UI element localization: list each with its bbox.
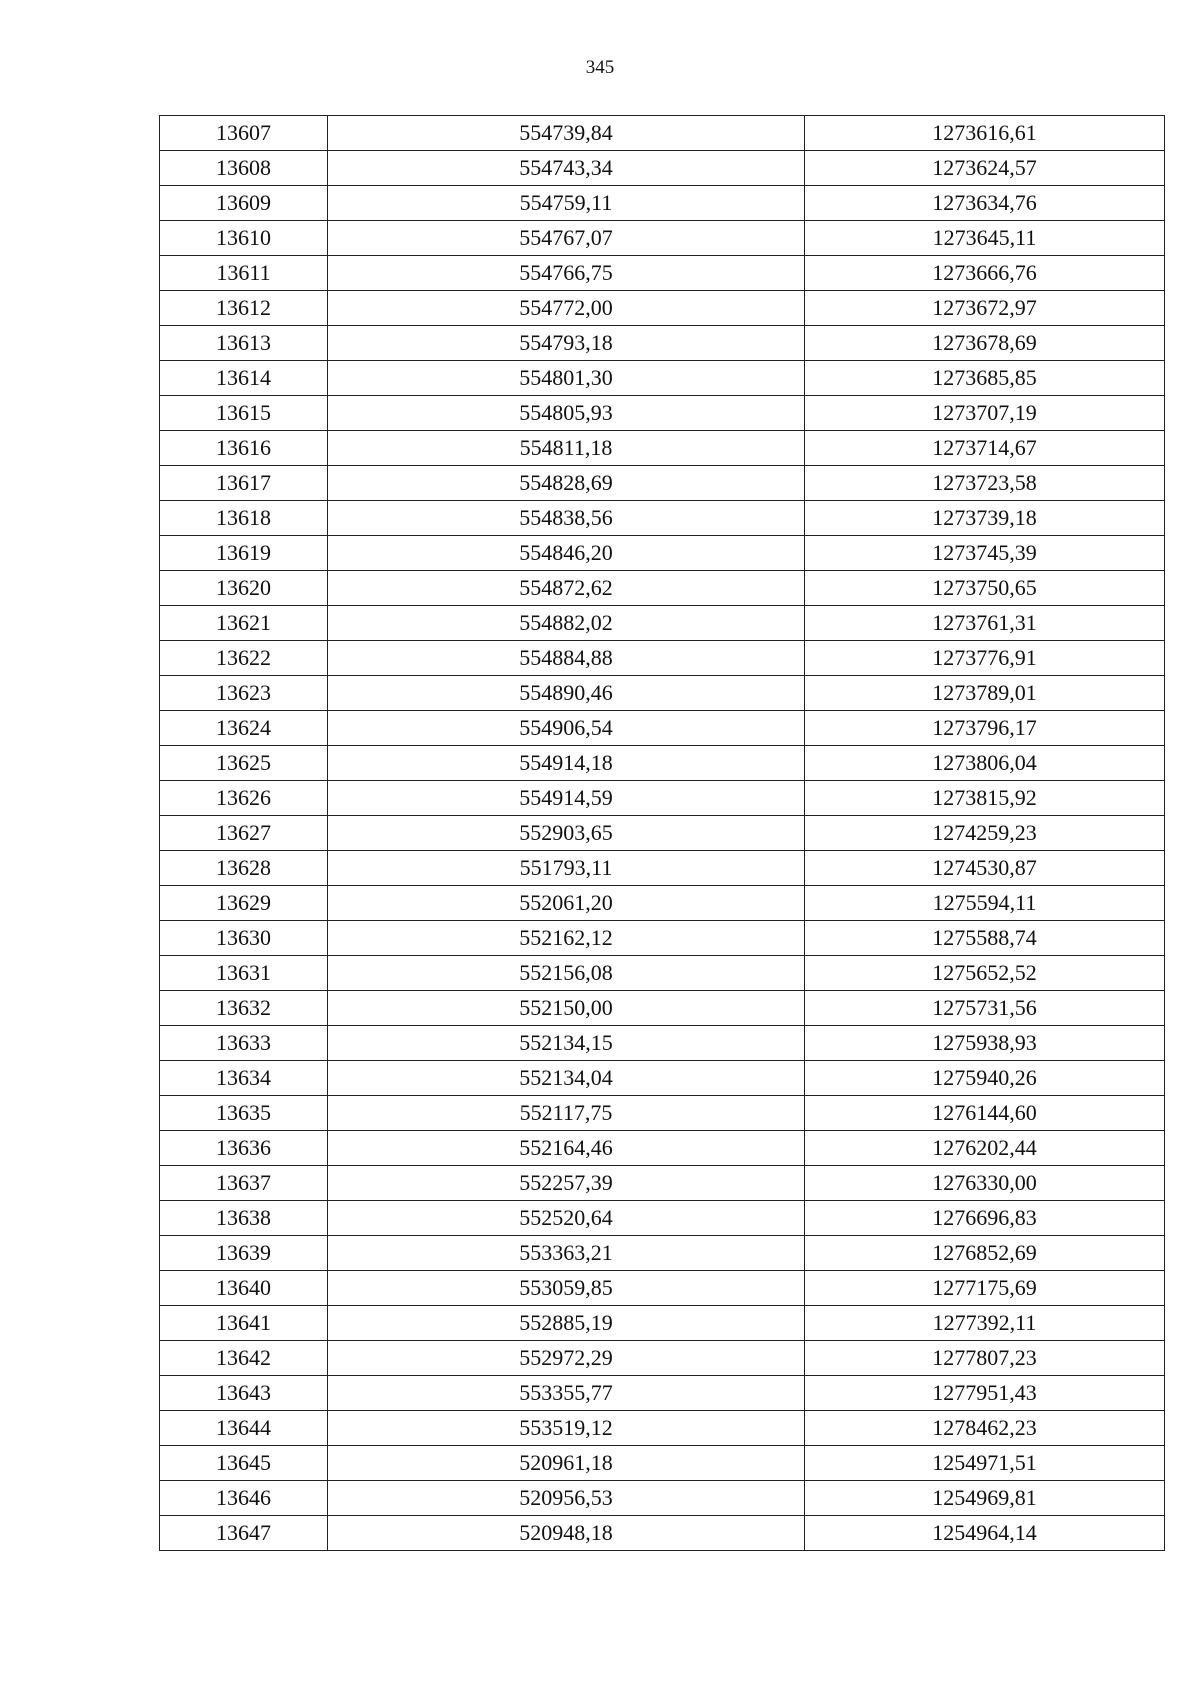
x-coordinate-cell: 554811,18	[328, 431, 805, 466]
x-coordinate-cell: 552972,29	[328, 1341, 805, 1376]
y-coordinate-cell: 1273685,85	[805, 361, 1165, 396]
table-row	[160, 746, 1165, 781]
table-row	[160, 1166, 1165, 1201]
x-coordinate-cell: 554772,00	[328, 291, 805, 326]
table-row	[160, 1131, 1165, 1166]
y-coordinate-cell: 1275594,11	[805, 886, 1165, 921]
table-row	[160, 851, 1165, 886]
table-row	[160, 1411, 1165, 1446]
point-number-cell: 13621	[160, 606, 328, 641]
y-coordinate-cell: 1273666,76	[805, 256, 1165, 291]
table-row	[160, 466, 1165, 501]
x-coordinate-cell: 520961,18	[328, 1446, 805, 1481]
table-row	[160, 711, 1165, 746]
point-number-cell: 13613	[160, 326, 328, 361]
table-row	[160, 1061, 1165, 1096]
table-row	[160, 641, 1165, 676]
y-coordinate-cell: 1275731,56	[805, 991, 1165, 1026]
x-coordinate-cell: 554766,75	[328, 256, 805, 291]
y-coordinate-cell: 1273714,67	[805, 431, 1165, 466]
y-coordinate-cell: 1276202,44	[805, 1131, 1165, 1166]
y-coordinate-cell: 1273645,11	[805, 221, 1165, 256]
x-coordinate-cell: 552150,00	[328, 991, 805, 1026]
point-number-cell: 13636	[160, 1131, 328, 1166]
y-coordinate-cell: 1274530,87	[805, 851, 1165, 886]
point-number-cell: 13610	[160, 221, 328, 256]
y-coordinate-cell: 1273815,92	[805, 781, 1165, 816]
x-coordinate-cell: 554906,54	[328, 711, 805, 746]
table-row	[160, 1201, 1165, 1236]
coordinates-table	[159, 115, 1165, 1551]
y-coordinate-cell: 1273616,61	[805, 116, 1165, 151]
point-number-cell: 13617	[160, 466, 328, 501]
point-number-cell: 13640	[160, 1271, 328, 1306]
point-number-cell: 13647	[160, 1516, 328, 1551]
y-coordinate-cell: 1276330,00	[805, 1166, 1165, 1201]
table-row	[160, 1376, 1165, 1411]
x-coordinate-cell: 554743,34	[328, 151, 805, 186]
y-coordinate-cell: 1276696,83	[805, 1201, 1165, 1236]
y-coordinate-cell: 1275938,93	[805, 1026, 1165, 1061]
point-number-cell: 13618	[160, 501, 328, 536]
table-row	[160, 291, 1165, 326]
table-row	[160, 606, 1165, 641]
x-coordinate-cell: 552520,64	[328, 1201, 805, 1236]
x-coordinate-cell: 554846,20	[328, 536, 805, 571]
y-coordinate-cell: 1273796,17	[805, 711, 1165, 746]
point-number-cell: 13645	[160, 1446, 328, 1481]
point-number-cell: 13627	[160, 816, 328, 851]
y-coordinate-cell: 1273806,04	[805, 746, 1165, 781]
point-number-cell: 13631	[160, 956, 328, 991]
point-number-cell: 13625	[160, 746, 328, 781]
point-number-cell: 13608	[160, 151, 328, 186]
table-body	[160, 116, 1165, 1551]
point-number-cell: 13609	[160, 186, 328, 221]
y-coordinate-cell: 1278462,23	[805, 1411, 1165, 1446]
point-number-cell: 13637	[160, 1166, 328, 1201]
x-coordinate-cell: 554828,69	[328, 466, 805, 501]
point-number-cell: 13643	[160, 1376, 328, 1411]
x-coordinate-cell: 554914,18	[328, 746, 805, 781]
y-coordinate-cell: 1276144,60	[805, 1096, 1165, 1131]
table-row	[160, 1306, 1165, 1341]
table-row	[160, 1341, 1165, 1376]
point-number-cell: 13612	[160, 291, 328, 326]
table-row	[160, 326, 1165, 361]
y-coordinate-cell: 1274259,23	[805, 816, 1165, 851]
table-row	[160, 501, 1165, 536]
point-number-cell: 13634	[160, 1061, 328, 1096]
table-row	[160, 221, 1165, 256]
point-number-cell: 13615	[160, 396, 328, 431]
table-row	[160, 991, 1165, 1026]
y-coordinate-cell: 1254964,14	[805, 1516, 1165, 1551]
x-coordinate-cell: 552156,08	[328, 956, 805, 991]
table-row	[160, 1481, 1165, 1516]
point-number-cell: 13630	[160, 921, 328, 956]
x-coordinate-cell: 554914,59	[328, 781, 805, 816]
table-row	[160, 1271, 1165, 1306]
table-row	[160, 956, 1165, 991]
x-coordinate-cell: 554793,18	[328, 326, 805, 361]
x-coordinate-cell: 554884,88	[328, 641, 805, 676]
y-coordinate-cell: 1273750,65	[805, 571, 1165, 606]
y-coordinate-cell: 1273634,76	[805, 186, 1165, 221]
table-row	[160, 1096, 1165, 1131]
table-row	[160, 256, 1165, 291]
y-coordinate-cell: 1275588,74	[805, 921, 1165, 956]
x-coordinate-cell: 552162,12	[328, 921, 805, 956]
point-number-cell: 13626	[160, 781, 328, 816]
point-number-cell: 13624	[160, 711, 328, 746]
x-coordinate-cell: 554801,30	[328, 361, 805, 396]
point-number-cell: 13611	[160, 256, 328, 291]
y-coordinate-cell: 1273745,39	[805, 536, 1165, 571]
point-number-cell: 13639	[160, 1236, 328, 1271]
y-coordinate-cell: 1273761,31	[805, 606, 1165, 641]
x-coordinate-cell: 553355,77	[328, 1376, 805, 1411]
table-row	[160, 921, 1165, 956]
point-number-cell: 13629	[160, 886, 328, 921]
x-coordinate-cell: 554890,46	[328, 676, 805, 711]
x-coordinate-cell: 520956,53	[328, 1481, 805, 1516]
table-row	[160, 571, 1165, 606]
point-number-cell: 13620	[160, 571, 328, 606]
x-coordinate-cell: 552134,04	[328, 1061, 805, 1096]
x-coordinate-cell: 552117,75	[328, 1096, 805, 1131]
y-coordinate-cell: 1254971,51	[805, 1446, 1165, 1481]
x-coordinate-cell: 553363,21	[328, 1236, 805, 1271]
point-number-cell: 13628	[160, 851, 328, 886]
point-number-cell: 13642	[160, 1341, 328, 1376]
y-coordinate-cell: 1273707,19	[805, 396, 1165, 431]
point-number-cell: 13607	[160, 116, 328, 151]
y-coordinate-cell: 1273678,69	[805, 326, 1165, 361]
y-coordinate-cell: 1254969,81	[805, 1481, 1165, 1516]
x-coordinate-cell: 554759,11	[328, 186, 805, 221]
x-coordinate-cell: 552903,65	[328, 816, 805, 851]
x-coordinate-cell: 552164,46	[328, 1131, 805, 1166]
x-coordinate-cell: 554882,02	[328, 606, 805, 641]
x-coordinate-cell: 554767,07	[328, 221, 805, 256]
page-number: 345	[585, 57, 615, 78]
y-coordinate-cell: 1277807,23	[805, 1341, 1165, 1376]
y-coordinate-cell: 1273624,57	[805, 151, 1165, 186]
y-coordinate-cell: 1273672,97	[805, 291, 1165, 326]
table-row	[160, 1446, 1165, 1481]
table-row	[160, 1516, 1165, 1551]
x-coordinate-cell: 552257,39	[328, 1166, 805, 1201]
point-number-cell: 13646	[160, 1481, 328, 1516]
y-coordinate-cell: 1273776,91	[805, 641, 1165, 676]
point-number-cell: 13635	[160, 1096, 328, 1131]
y-coordinate-cell: 1273789,01	[805, 676, 1165, 711]
table-row	[160, 1236, 1165, 1271]
y-coordinate-cell: 1275652,52	[805, 956, 1165, 991]
x-coordinate-cell: 554805,93	[328, 396, 805, 431]
table-row	[160, 396, 1165, 431]
x-coordinate-cell: 554739,84	[328, 116, 805, 151]
y-coordinate-cell: 1276852,69	[805, 1236, 1165, 1271]
y-coordinate-cell: 1277951,43	[805, 1376, 1165, 1411]
point-number-cell: 13641	[160, 1306, 328, 1341]
point-number-cell: 13638	[160, 1201, 328, 1236]
point-number-cell: 13622	[160, 641, 328, 676]
point-number-cell: 13614	[160, 361, 328, 396]
table-row	[160, 536, 1165, 571]
y-coordinate-cell: 1273723,58	[805, 466, 1165, 501]
table-row	[160, 361, 1165, 396]
x-coordinate-cell: 553519,12	[328, 1411, 805, 1446]
table-row	[160, 781, 1165, 816]
table-row	[160, 1026, 1165, 1061]
y-coordinate-cell: 1277392,11	[805, 1306, 1165, 1341]
table-row	[160, 816, 1165, 851]
y-coordinate-cell: 1273739,18	[805, 501, 1165, 536]
x-coordinate-cell: 553059,85	[328, 1271, 805, 1306]
y-coordinate-cell: 1275940,26	[805, 1061, 1165, 1096]
y-coordinate-cell: 1277175,69	[805, 1271, 1165, 1306]
point-number-cell: 13633	[160, 1026, 328, 1061]
point-number-cell: 13616	[160, 431, 328, 466]
x-coordinate-cell: 554838,56	[328, 501, 805, 536]
point-number-cell: 13623	[160, 676, 328, 711]
table-row	[160, 186, 1165, 221]
x-coordinate-cell: 551793,11	[328, 851, 805, 886]
x-coordinate-cell: 552885,19	[328, 1306, 805, 1341]
point-number-cell: 13644	[160, 1411, 328, 1446]
table-row	[160, 886, 1165, 921]
table-row	[160, 116, 1165, 151]
table-row	[160, 431, 1165, 466]
table-row	[160, 676, 1165, 711]
point-number-cell: 13619	[160, 536, 328, 571]
table-row	[160, 151, 1165, 186]
x-coordinate-cell: 520948,18	[328, 1516, 805, 1551]
x-coordinate-cell: 554872,62	[328, 571, 805, 606]
x-coordinate-cell: 552061,20	[328, 886, 805, 921]
point-number-cell: 13632	[160, 991, 328, 1026]
x-coordinate-cell: 552134,15	[328, 1026, 805, 1061]
